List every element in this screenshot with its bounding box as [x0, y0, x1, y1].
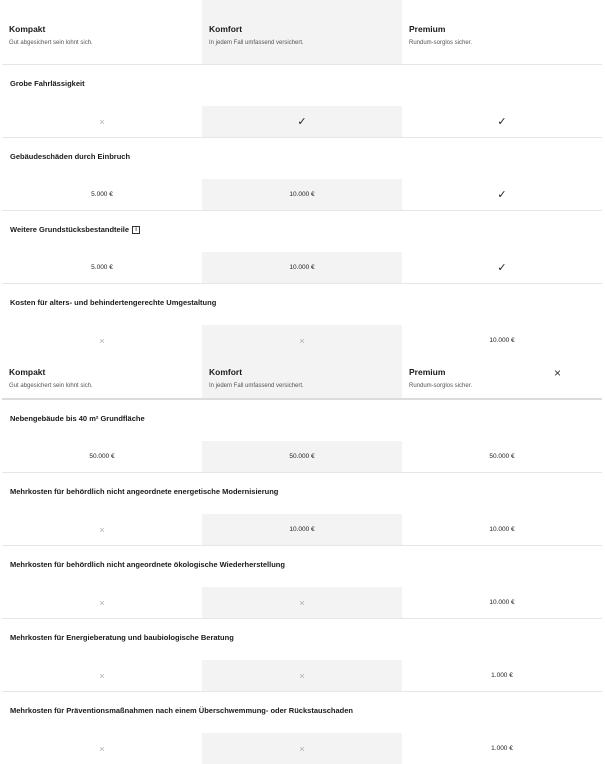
- plan-name: Komfort: [209, 367, 243, 377]
- feature-title: Mehrkosten für behördlich nicht angeordnete energetische Modernisierung: [10, 487, 279, 496]
- feature-row: [2, 65, 602, 138]
- plan-subtitle: Rundum-sorglos sicher.: [409, 40, 473, 46]
- plan-subtitle: In jedem Fall umfassend versichert.: [209, 383, 304, 389]
- cross-icon: ×: [99, 743, 105, 754]
- cross-icon: ×: [99, 597, 105, 608]
- feature-title: Nebengebäude bis 40 m² Grundfläche: [10, 414, 145, 423]
- feature-value: 5.000 €: [91, 191, 113, 198]
- feature-title: Mehrkosten für behördlich nicht angeordnete ökologische Wiederherstellung: [10, 560, 285, 569]
- plan-subtitle: Rundum-sorglos sicher.: [409, 383, 473, 389]
- feature-row: [2, 284, 602, 356]
- feature-row: [2, 692, 602, 764]
- sticky-plan-header: [2, 356, 602, 400]
- feature-title: Gebäudeschäden durch Einbruch: [10, 152, 131, 161]
- plan-name: Premium: [409, 367, 446, 377]
- feature-value: 50.000 €: [489, 453, 515, 460]
- check-icon: ✓: [497, 189, 507, 201]
- plan-kompakt[interactable]: [2, 0, 202, 64]
- cross-icon: ×: [299, 743, 305, 754]
- plan-kompakt[interactable]: [2, 356, 202, 398]
- feature-row: [2, 138, 602, 211]
- feature-title: Mehrkosten für Energieberatung und baubiologische Beratung: [10, 633, 234, 642]
- plan-name: Kompakt: [9, 367, 46, 377]
- plan-header: [2, 0, 602, 65]
- feature-value: 1.000 €: [491, 745, 513, 752]
- cross-icon: ×: [99, 670, 105, 681]
- plan-name: Komfort: [209, 24, 243, 34]
- feature-title: Weitere Grundstücksbestandteile: [10, 225, 130, 234]
- feature-row: [2, 473, 602, 546]
- cross-icon: ×: [299, 670, 305, 681]
- close-icon[interactable]: ×: [553, 366, 561, 380]
- feature-title: Kosten für alters- und behindertengerechte Umgestaltung: [10, 298, 217, 307]
- plan-name: Kompakt: [9, 24, 46, 34]
- check-icon: ✓: [497, 116, 507, 128]
- cross-icon: ×: [99, 335, 105, 346]
- feature-value: 10.000 €: [489, 599, 515, 606]
- feature-value: 10.000 €: [489, 526, 515, 533]
- plan-subtitle: Gut abgesichert sein lohnt sich.: [9, 40, 93, 46]
- plan-name: Premium: [409, 24, 446, 34]
- check-icon: ✓: [497, 262, 507, 274]
- feature-row: [2, 546, 602, 619]
- cross-icon: ×: [299, 335, 305, 346]
- feature-value: 1.000 €: [491, 672, 513, 679]
- feature-row: [2, 211, 602, 284]
- plan-premium[interactable]: [402, 0, 602, 64]
- plan-komfort[interactable]: [202, 0, 402, 64]
- info-icon[interactable]: i: [132, 226, 140, 234]
- feature-title: Grobe Fahrlässigkeit: [10, 79, 85, 88]
- check-icon: ✓: [297, 116, 307, 128]
- feature-row: [2, 400, 602, 473]
- feature-row: [2, 619, 602, 692]
- plan-subtitle: Gut abgesichert sein lohnt sich.: [9, 383, 93, 389]
- feature-value: 10.000 €: [202, 514, 402, 545]
- feature-value: 50.000 €: [89, 453, 115, 460]
- plan-subtitle: In jedem Fall umfassend versichert.: [209, 40, 304, 46]
- feature-title: Mehrkosten für Präventionsmaßnahmen nach einem Überschwemmung- oder Rückstauschaden: [10, 706, 354, 715]
- plan-komfort[interactable]: [202, 356, 402, 398]
- cross-icon: ×: [99, 524, 105, 535]
- feature-value: 10.000 €: [202, 252, 402, 283]
- cross-icon: ×: [99, 116, 105, 127]
- feature-value: 50.000 €: [202, 441, 402, 472]
- feature-value: 5.000 €: [91, 264, 113, 271]
- cross-icon: ×: [299, 597, 305, 608]
- feature-value: 10.000 €: [202, 179, 402, 210]
- comparison-table: [2, 0, 602, 764]
- feature-value: 10.000 €: [489, 337, 515, 344]
- plan-premium[interactable]: [402, 356, 602, 398]
